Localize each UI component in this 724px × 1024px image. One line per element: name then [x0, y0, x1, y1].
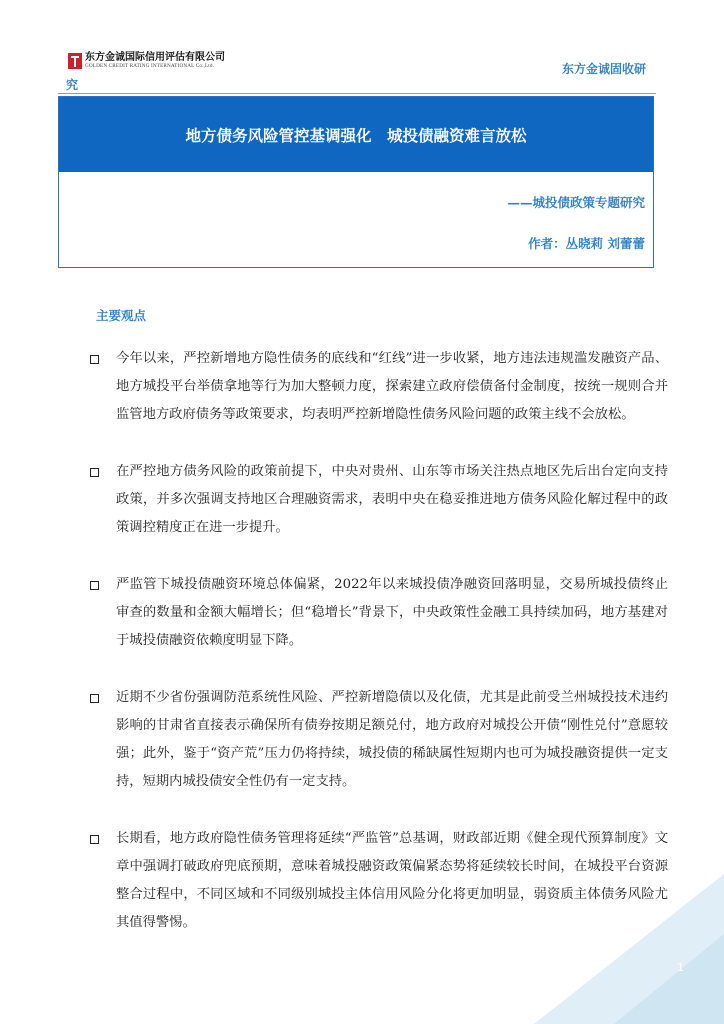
corner-decoration: [534, 874, 724, 1024]
page-number: 1: [677, 961, 684, 974]
point-text: 长期看，地方政府隐性债务管理将延续“严监管”总基调，财政部近期《健全现代预算制度》文章中强调打破政府兜底预期，意味着城投融资政策偏紧态势将延续较长时间，在城投平台资源整合过程中，不同区域和不同级别城投主体信用风险分化将更加明显，弱资质主体债务风险尤其值得警惕。: [116, 831, 668, 930]
key-points-list: [88, 345, 668, 966]
company-logo: [68, 52, 225, 70]
title-box: [58, 96, 654, 268]
checkbox-bullet-icon: [90, 835, 99, 844]
report-authors: 作者：丛晓莉 刘蕾蕾: [528, 236, 645, 251]
checkbox-bullet-icon: [90, 581, 99, 590]
list-item: [88, 458, 668, 542]
list-item: [88, 684, 668, 796]
checkbox-bullet-icon: [90, 694, 99, 703]
list-item: [88, 345, 668, 429]
point-text: 近期不少省份强调防范系统性风险、严控新增隐债以及化债，尤其是此前受兰州城投技术违约影响的甘肃省直接表示确保所有债券按期足额兑付，地方政府对城投公开债“刚性兑付”意愿较强；此外，鉴于“资产荒”压力仍将持续，城投债的稀缺属性短期内也可为城投融资提供一定支持，短期内城投债安全性仍有一定支持。: [116, 690, 668, 789]
header-right-label: 东方金诚固收研: [561, 62, 646, 76]
section-heading: 主要观点: [96, 308, 147, 323]
logo-chinese-name: 东方金诚国际信用评估有限公司: [85, 52, 225, 63]
report-title: 地方债务风险管控基调强化 城投债融资难言放松: [185, 126, 527, 145]
header-label-wrap: 究: [66, 78, 79, 92]
logo-mark-icon: [68, 53, 82, 69]
logo-english-name: GOLDEN CREDIT RATING INTERNATIONAL Co.,Ltd.: [85, 63, 215, 69]
checkbox-bullet-icon: [90, 468, 99, 477]
point-text: 在严控地方债务风险的政策前提下，中央对贵州、山东等市场关注热点地区先后出台定向支持政策，并多次强调支持地区合理融资需求，表明中央在稳妥推进地方债务风险化解过程中的政策调控精度正在进一步提升。: [116, 464, 668, 535]
report-subtitle: ——城投债政策专题研究: [507, 195, 645, 210]
checkbox-bullet-icon: [90, 355, 99, 364]
point-text: 今年以来，严控新增地方隐性债务的底线和“红线”进一步收紧，地方违法违规滥发融资产品、地方城投平台举债拿地等行为加大整顿力度，探索建立政府偿债备付金制度，按统一规则合并监管地方政府债务等政策要求，均表明严控新增隐性债务风险问题的政策主线不会放松。: [116, 351, 668, 422]
point-text: 严监管下城投债融资环境总体偏紧，2022年以来城投债净融资回落明显，交易所城投债终止审查的数量和金额大幅增长；但“稳增长”背景下，中央政策性金融工具持续加码，地方基建对于城投债融资依赖度明显下降。: [116, 577, 668, 648]
title-bar: [59, 97, 653, 172]
header-divider: [58, 93, 656, 94]
list-item: [88, 571, 668, 655]
